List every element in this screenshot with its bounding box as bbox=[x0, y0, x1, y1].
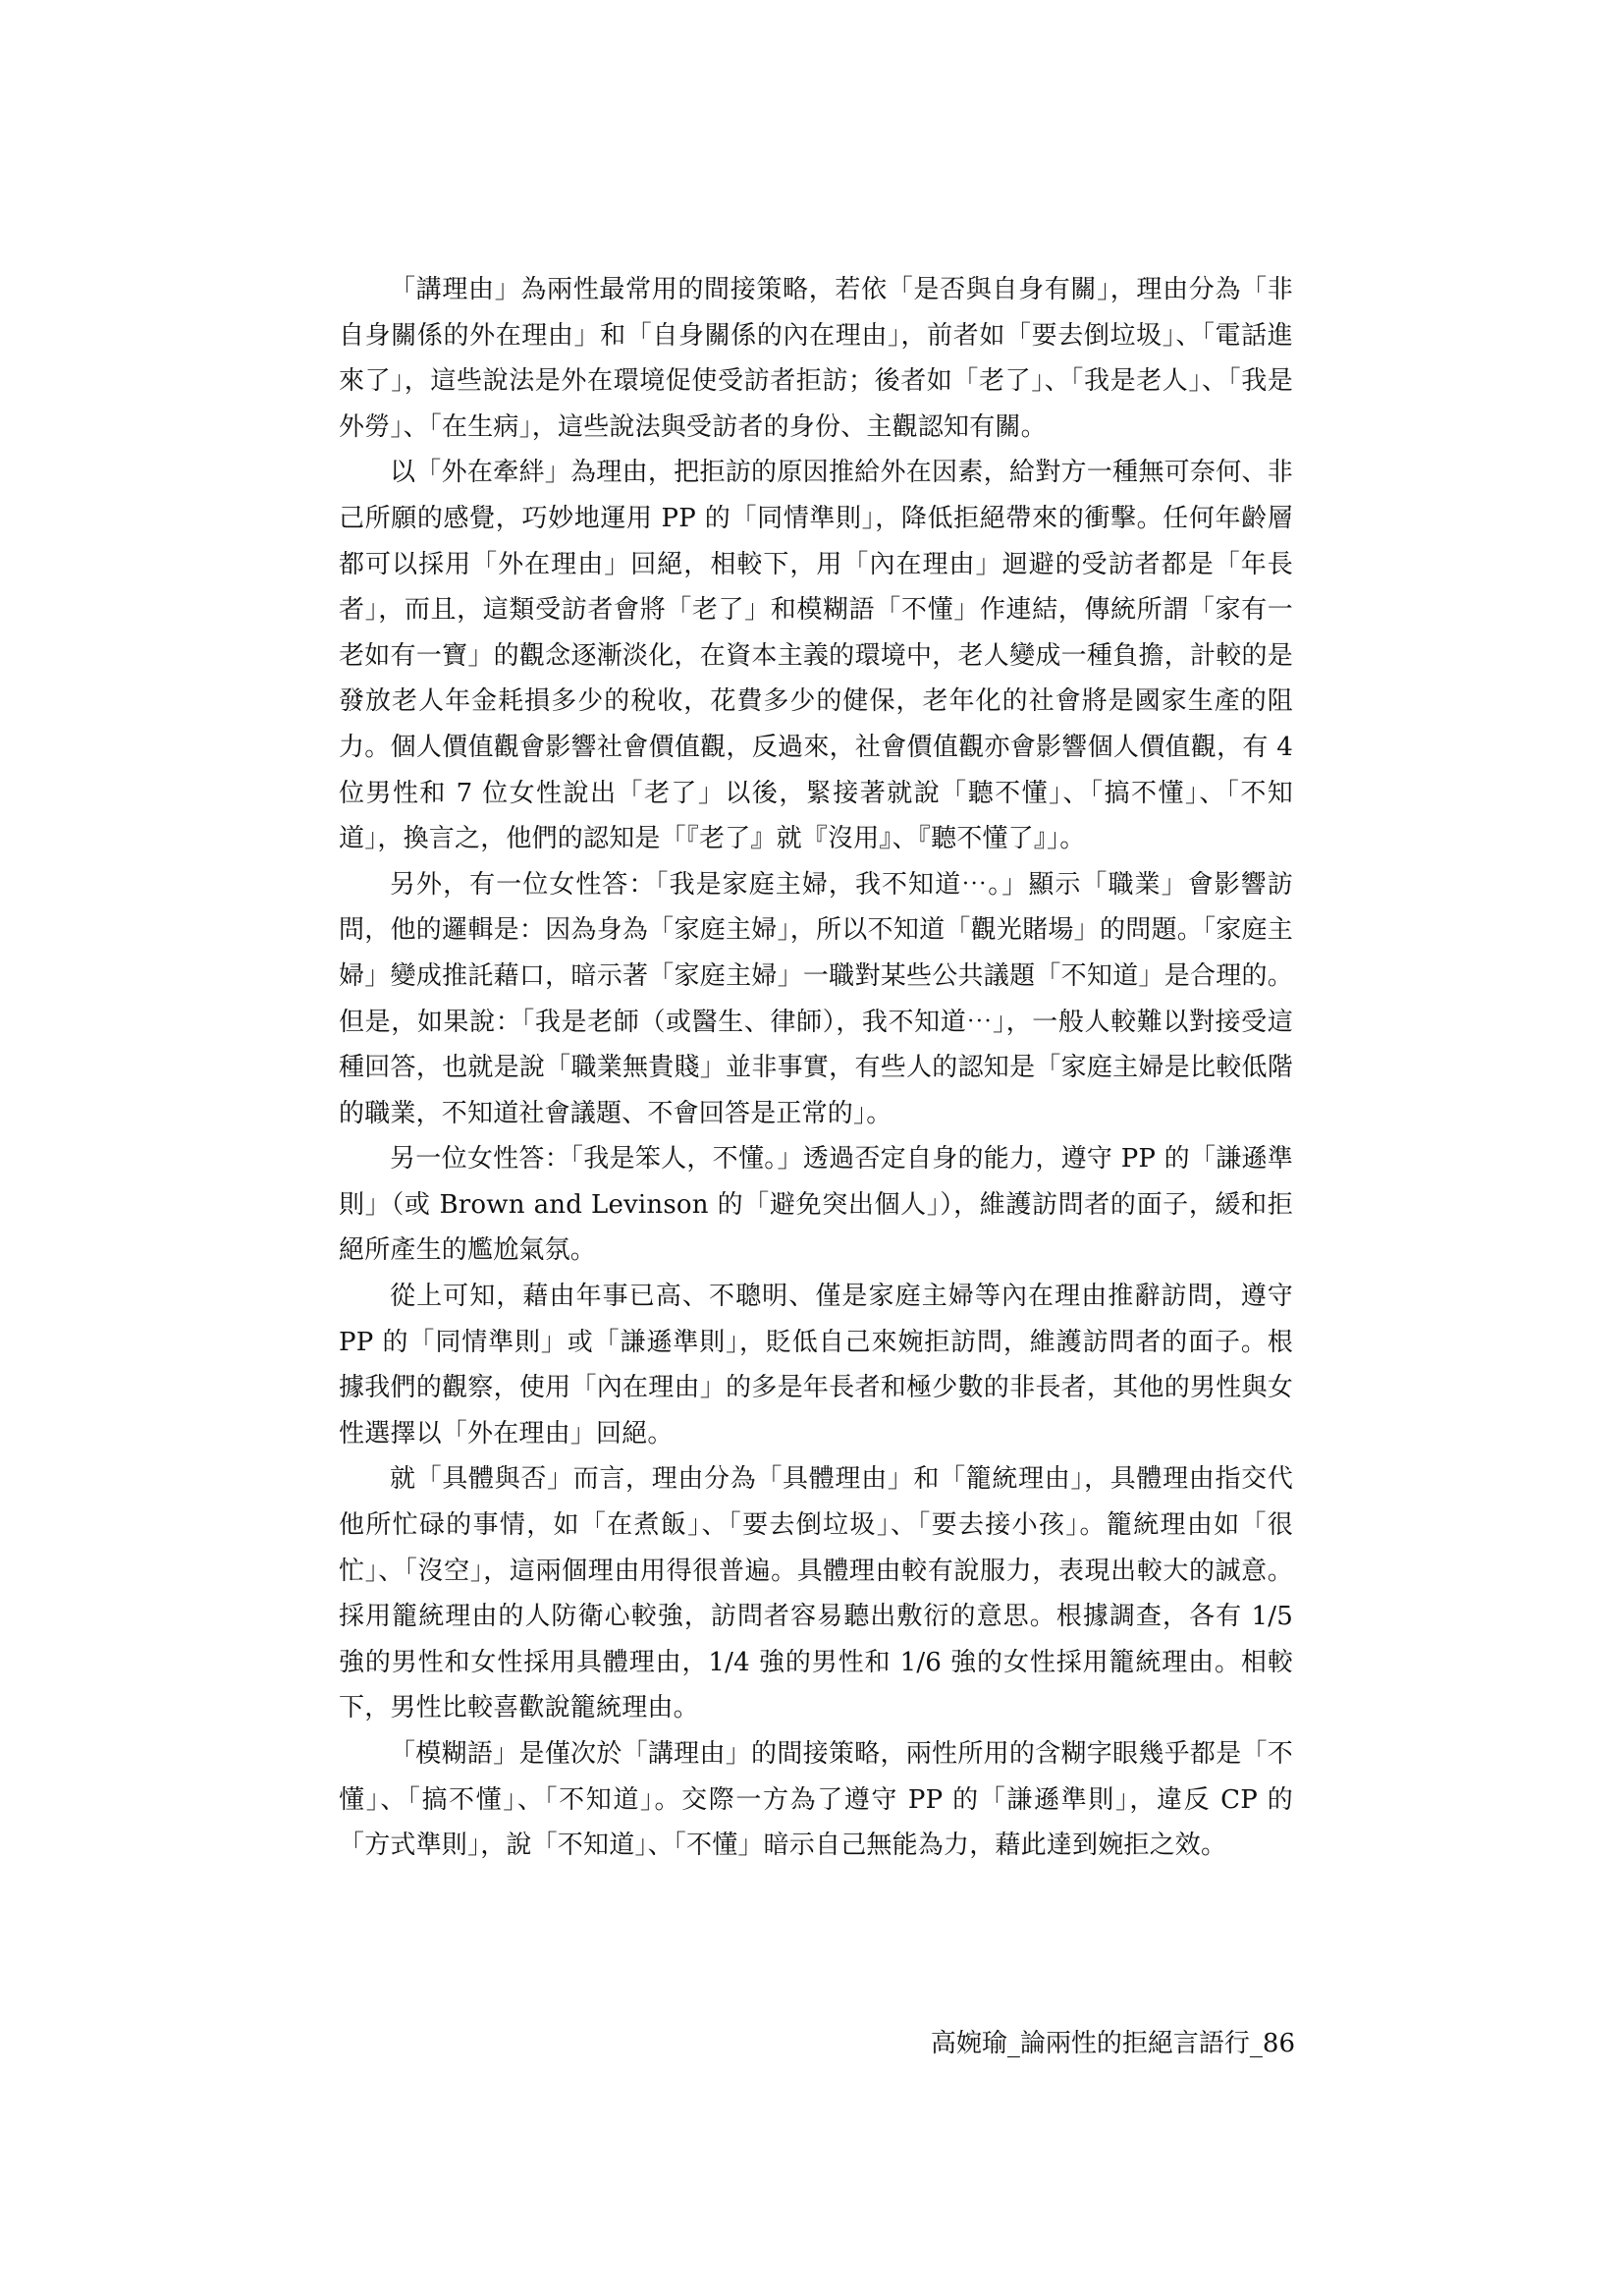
body-text bbox=[339, 267, 1293, 1869]
paragraph-reasons: 「講理由」為兩性最常用的間接策略，若依「是否與自身有關」，理由分為「非自身關係的外在理由」和「自身關係的內在理由」，前者如「要去倒垃圾」、「電話進來了」，這些說法是外在環境促使受訪者拒訪；後者如「老了」、「我是老人」、「我是外勞」、「在生病」，這些說法與受訪者的身份、主觀認知有關。 bbox=[339, 275, 1293, 442]
paragraph-concreteness: 就「具體與否」而言，理由分為「具體理由」和「籠統理由」，具體理由指交代他所忙碌的事情，如「在煮飯」、「要去倒垃圾」、「要去接小孩」。籠統理由如「很忙」、「沒空」，這兩個理由用得很普遍。具體理由較有說服力，表現出較大的誠意。採用籠統理由的人防衛心較強，訪問者容易聽出敷衍的意思。根據調查，各有 1/5 強的男性和女性採用具體理由，1/4 強的男性和 1/6 強的女性採用籠統理由。相較下，男性比較喜歡說籠統理由。 bbox=[339, 1464, 1293, 1723]
paragraph-summary-internal: 從上可知，藉由年事已高、不聰明、僅是家庭主婦等內在理由推辭訪問，遵守 PP 的「同情準則」或「謙遜準則」，貶低自己來婉拒訪問，維護訪問者的面子。根據我們的觀察，使用「內在理由」的多是年長者和極少數的非長者，其他的男性與女性選擇以「外在理由」回絕。 bbox=[339, 1282, 1293, 1449]
paragraph-modesty: 另一位女性答：「我是笨人，不懂。」透過否定自身的能力，遵守 PP 的「謙遜準則」（或 Brown and Levinson 的「避免突出個人」），維護訪問者的面子，緩和拒絕所產生的尷尬氣氛。 bbox=[339, 1144, 1293, 1266]
paragraph-external-reasons: 以「外在牽絆」為理由，把拒訪的原因推給外在因素，給對方一種無可奈何、非己所願的感覺，巧妙地運用 PP 的「同情準則」，降低拒絕帶來的衝擊。任何年齡層都可以採用「外在理由」回絕，相較下，用「內在理由」迴避的受訪者都是「年長者」，而且，這類受訪者會將「老了」和模糊語「不懂」作連結，傳統所謂「家有一老如有一寶」的觀念逐漸淡化，在資本主義的環境中，老人變成一種負擔，計較的是發放老人年金耗損多少的稅收，花費多少的健保，老年化的社會將是國家生產的阻力。個人價值觀會影響社會價值觀，反過來，社會價值觀亦會影響個人價值觀，有 4 位男性和 7 位女性說出「老了」以後，緊接著就說「聽不懂」、「搞不懂」、「不知道」，換言之，他們的認知是「『老了』就『沒用』、『聽不懂了』」。 bbox=[339, 458, 1293, 854]
paragraph-occupation: 另外，有一位女性答：「我是家庭主婦，我不知道⋯。」顯示「職業」會影響訪問，他的邏輯是：因為身為「家庭主婦」，所以不知道「觀光賭場」的問題。「家庭主婦」變成推託藉口，暗示著「家庭主婦」一職對某些公共議題「不知道」是合理的。但是，如果說：「我是老師（或醫生、律師），我不知道⋯」，一般人較難以對接受這種回答，也就是說「職業無貴賤」並非事實，有些人的認知是「家庭主婦是比較低階的職業，不知道社會議題、不會回答是正常的」。 bbox=[339, 869, 1293, 1128]
paragraph-hedges: 「模糊語」是僅次於「講理由」的間接策略，兩性所用的含糊字眼幾乎都是「不懂」、「搞不懂」、「不知道」。交際一方為了遵守 PP 的「謙遜準則」，違反 CP 的「方式準則」，說「不知道」、「不懂」暗示自己無能為力，藉此達到婉拒之效。 bbox=[339, 1739, 1293, 1861]
running-footer: 高婉瑜_論兩性的拒絕言語行_86 bbox=[930, 2029, 1295, 2058]
